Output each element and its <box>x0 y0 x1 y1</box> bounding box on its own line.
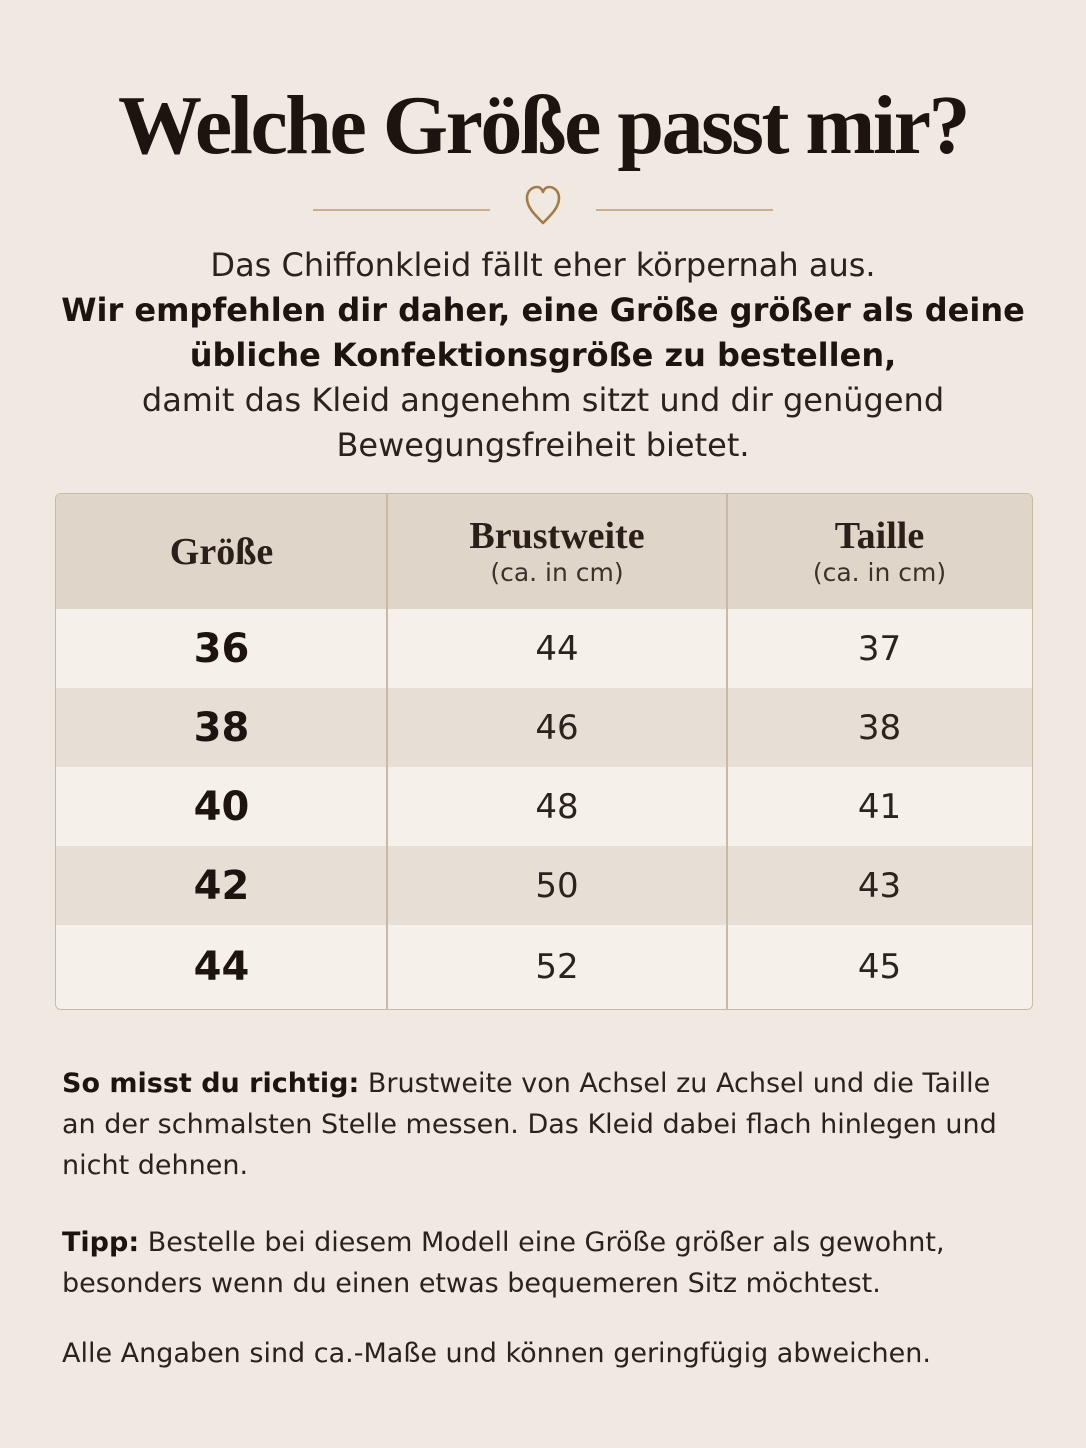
size-cell: 42 <box>193 862 250 909</box>
size-cell: 38 <box>193 704 250 751</box>
brustweite-cell: 50 <box>535 865 579 906</box>
measure-line <box>62 1063 1022 1104</box>
tip-line: besonders wenn du einen etwas bequemeren Sitz möchtest. <box>62 1268 881 1299</box>
measure-line: an der schmalsten Stelle messen. Das Kleid dabei flach hinlegen und <box>62 1109 997 1140</box>
taille-cell: 43 <box>857 865 902 906</box>
heart-divider <box>0 185 1086 229</box>
intro-text <box>60 243 1026 468</box>
header-brustweite <box>387 494 727 609</box>
size-cell: 36 <box>193 625 250 672</box>
taille-cell: 37 <box>857 628 902 669</box>
brustweite-cell: 44 <box>535 628 579 669</box>
brustweite-cell: 46 <box>535 707 579 748</box>
header-size <box>56 494 387 609</box>
header-title: Brustweite <box>469 514 645 557</box>
tip-note <box>62 1222 1022 1304</box>
tip-line <box>62 1222 1022 1263</box>
taille-cell: 45 <box>857 947 902 987</box>
size-cell: 40 <box>193 783 250 830</box>
header-unit: (ca. in cm) <box>812 557 947 587</box>
header-unit: (ca. in cm) <box>490 557 624 587</box>
measure-text: Brustweite von Achsel zu Achsel und die Taille <box>367 1068 991 1099</box>
table-row <box>56 767 1032 846</box>
table-row <box>56 846 1032 925</box>
measure-line: nicht dehnen. <box>62 1150 249 1181</box>
column-divider <box>386 494 388 1009</box>
intro-line: Bewegungsfreiheit bietet. <box>336 426 750 464</box>
table-header <box>56 494 1032 609</box>
page-title: Welche Größe passt mir? <box>117 79 969 172</box>
intro-line: damit das Kleid angenehm sitzt und dir genügend <box>141 381 945 419</box>
brustweite-cell: 48 <box>535 786 579 827</box>
measure-instructions <box>62 1063 1022 1186</box>
disclaimer: Alle Angaben sind ca.-Maße und können geringfügig abweichen. <box>62 1338 931 1369</box>
size-cell: 44 <box>193 944 250 990</box>
column-divider <box>726 494 728 1009</box>
header-title: Taille <box>834 514 925 557</box>
size-table <box>55 493 1033 1010</box>
table-row <box>56 925 1032 1009</box>
table-row <box>56 688 1032 767</box>
tip-label: Tipp: <box>62 1227 140 1258</box>
taille-cell: 38 <box>857 707 902 748</box>
heart-outline-icon <box>527 187 559 223</box>
header-taille <box>727 494 1032 609</box>
intro-recommendation-line: übliche Konfektionsgröße zu bestellen, <box>189 336 897 374</box>
measure-label: So misst du richtig: <box>62 1068 360 1099</box>
table-row <box>56 609 1032 688</box>
intro-line: Das Chiffonkleid fällt eher körpernah aus. <box>210 246 876 284</box>
intro-recommendation-line: Wir empfehlen dir daher, eine Größe größer als deine <box>61 291 1025 329</box>
header-title: Größe <box>169 530 274 573</box>
brustweite-cell: 52 <box>535 947 579 987</box>
taille-cell: 41 <box>857 786 902 827</box>
tip-text: Bestelle bei diesem Modell eine Größe größer als gewohnt, <box>147 1227 945 1258</box>
